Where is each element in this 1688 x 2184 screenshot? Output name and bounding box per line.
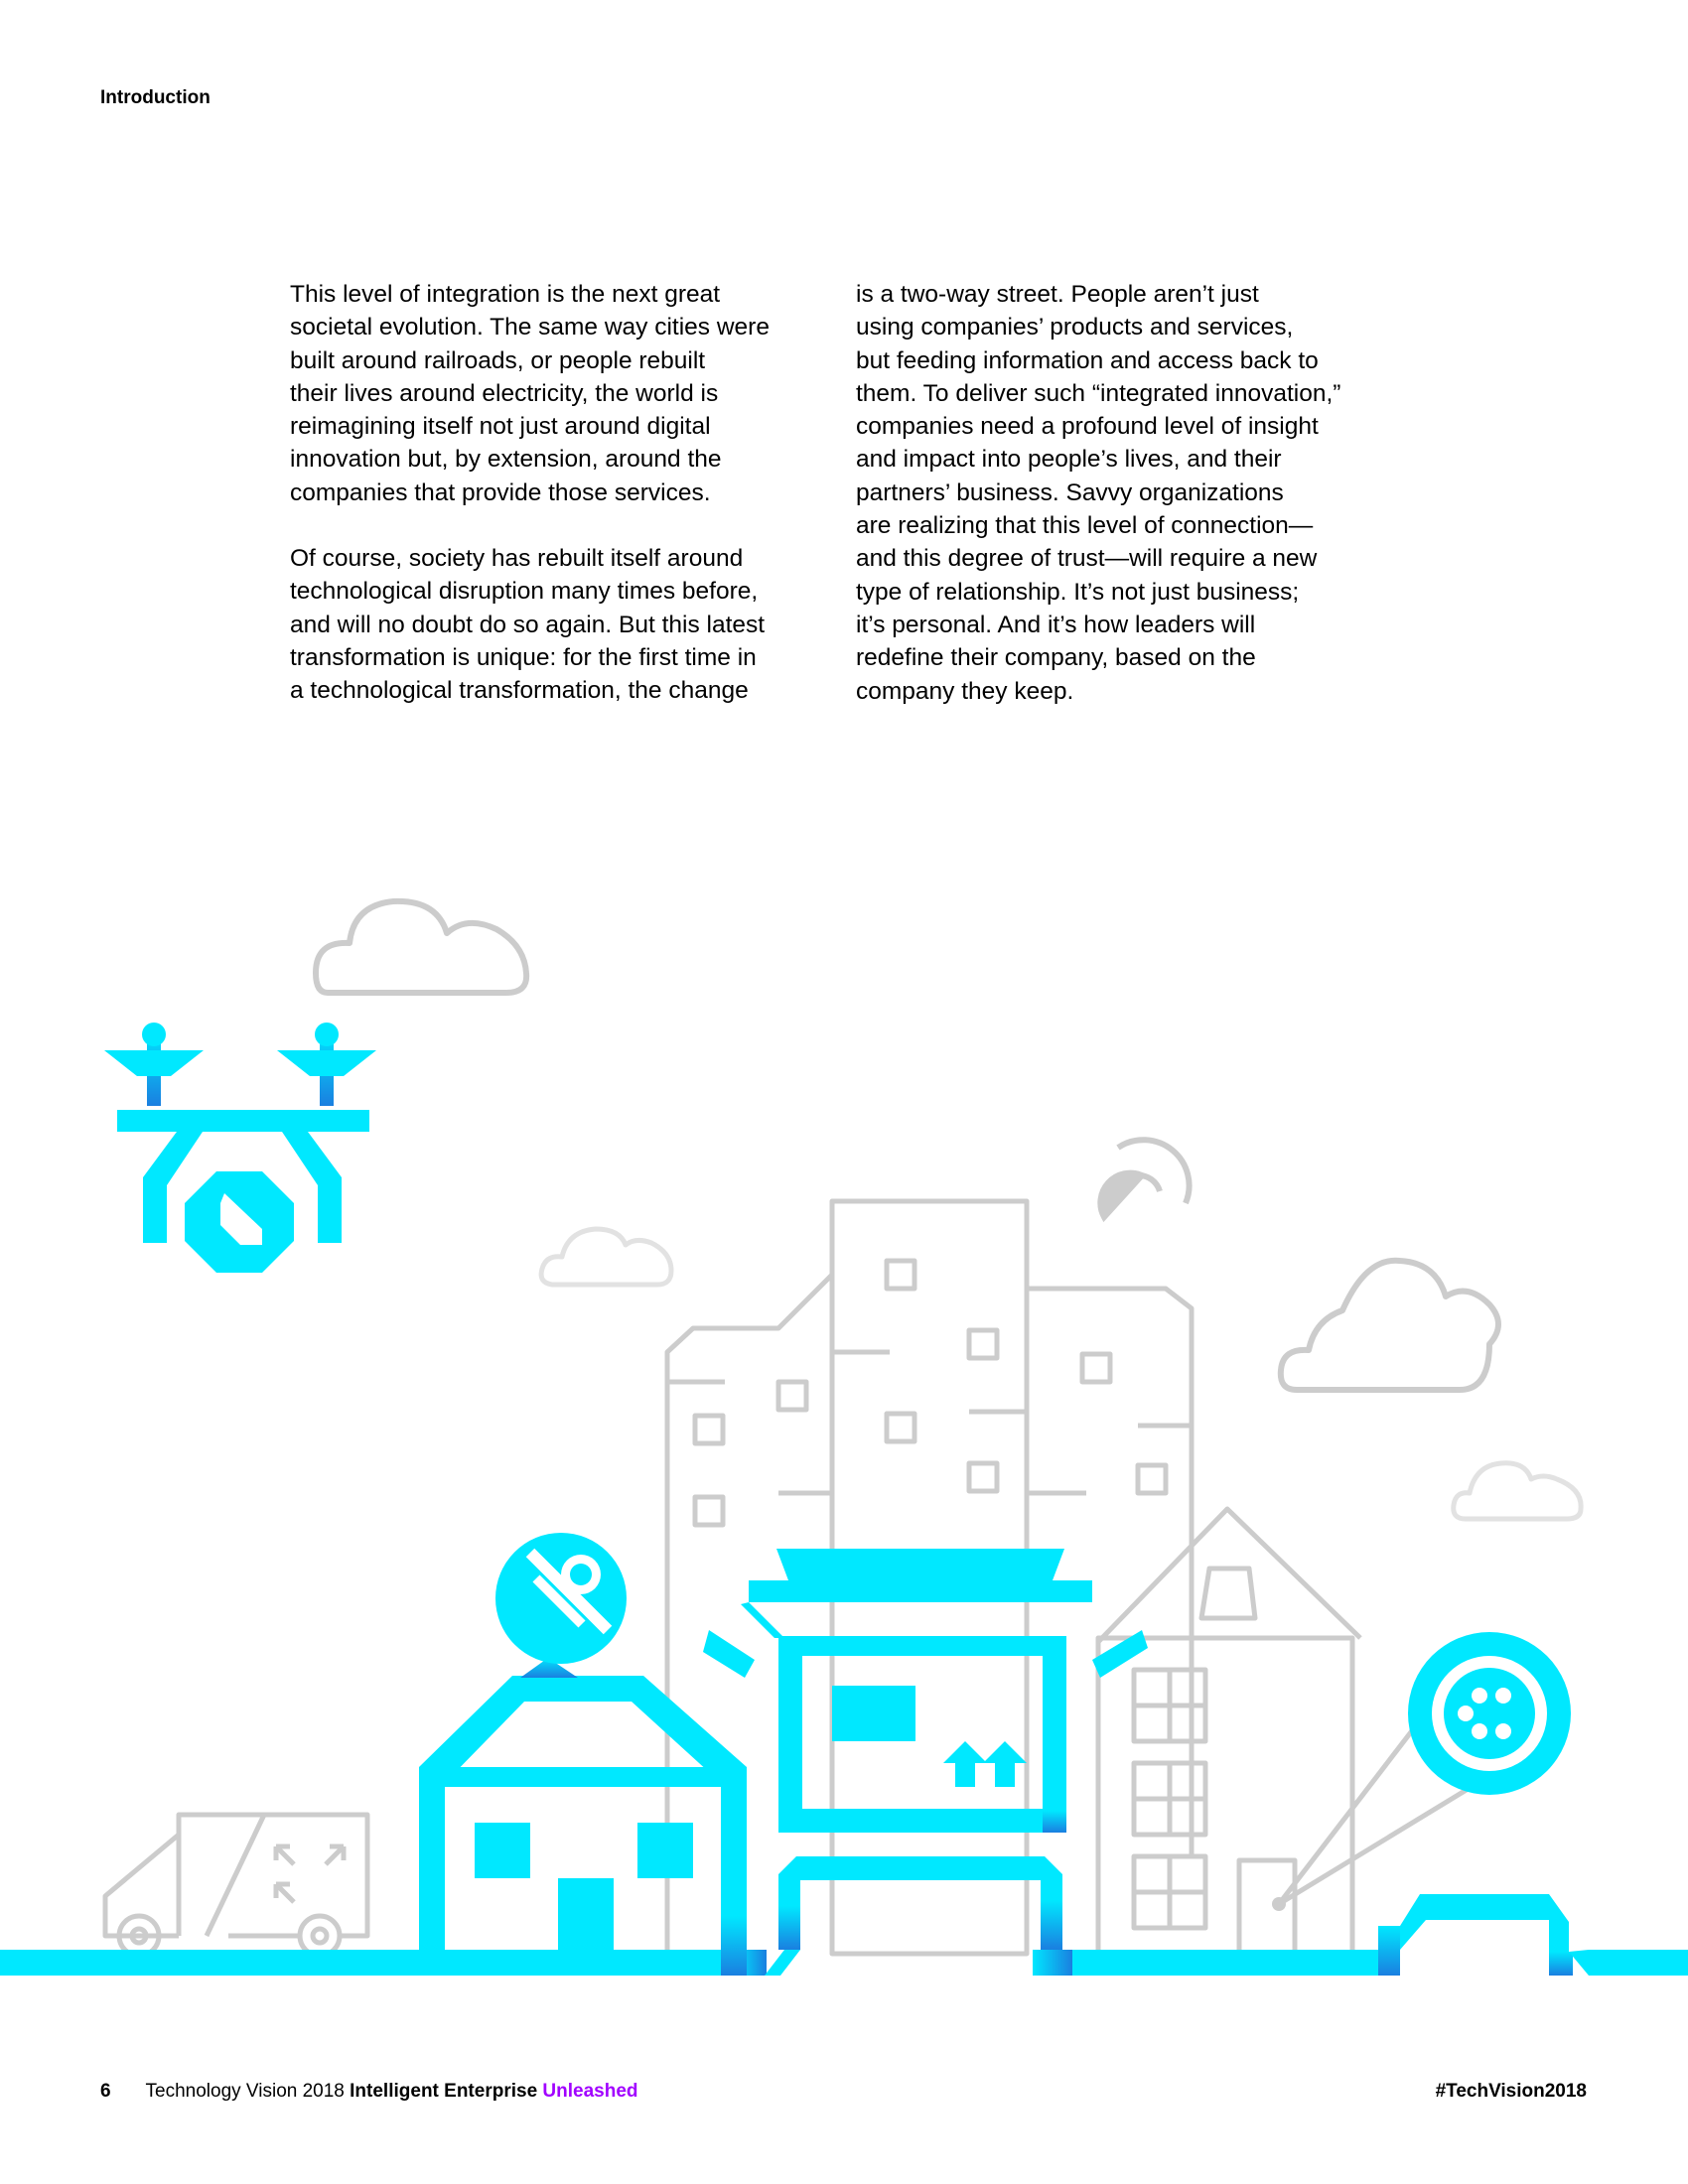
report-title: Intelligent Enterprise [350,2081,538,2102]
text-line: company they keep. [856,677,1074,705]
cloud-icon [1281,1261,1498,1390]
text-line: Of course, society has rebuilt itself around [290,545,744,573]
text-line: partners’ business. Savvy organizations [856,478,1284,506]
city-illustration [0,834,1688,1995]
text-line: their lives around electricity, the world is [290,379,719,407]
satellite-dish-icon [1100,1140,1189,1217]
text-line: transformation is unique: for the first time in [290,643,757,671]
text-line: technological disruption many times before, [290,578,759,606]
footer-left [100,2081,638,2103]
satellite-dish-icon [495,1533,627,1664]
text-line: innovation but, by extension, around the [290,446,722,474]
text-line: but feeding information and access back to [856,346,1319,374]
paragraph [856,278,1412,708]
balloon-icon [1272,1632,1571,1911]
text-line: it’s personal. And it’s how leaders will [856,611,1256,638]
open-box-icon [703,1549,1148,1950]
text-line: using companies’ products and services, [856,314,1294,341]
text-line: reimagining itself not just around digital [290,413,711,441]
cloud-icon [316,901,526,993]
page-number: 6 [100,2081,111,2102]
paragraph [290,278,831,509]
paragraph [290,542,831,707]
body-column-left [290,278,831,708]
text-line: This level of integration is the next great [290,281,721,308]
drone-icon [104,1023,376,1273]
publication-name: Technology Vision 2018 [145,2081,345,2102]
text-line: type of relationship. It’s not just business; [856,578,1300,606]
text-line: and will no doubt do so again. But this latest [290,611,766,638]
text-line: them. To deliver such “integrated innovation,” [856,379,1341,407]
delivery-truck-icon [105,1815,367,1956]
text-line: built around railroads, or people rebuilt [290,346,706,374]
text-line: companies need a profound level of insight [856,413,1319,441]
hashtag: #TechVision2018 [1435,2081,1587,2102]
text-line: societal evolution. The same way cities were [290,314,770,341]
text-line: a technological transformation, the change [290,677,749,705]
cloud-icon [1454,1463,1581,1519]
text-line: is a two-way street. People aren’t just [856,281,1259,308]
cloud-icon [541,1229,671,1285]
text-line: and impact into people’s lives, and their [856,446,1282,474]
text-line: are realizing that this level of connection— [856,512,1314,540]
house-icon [1098,1509,1360,1954]
house-icon [419,1658,747,1976]
report-title-accent: Unleashed [542,2081,638,2102]
body-column-right [856,278,1412,708]
text-line: companies that provide those services. [290,478,711,506]
section-label: Introduction [100,87,211,108]
text-line: redefine their company, based on the [856,644,1256,672]
text-line: and this degree of trust—will require a new [856,545,1318,573]
